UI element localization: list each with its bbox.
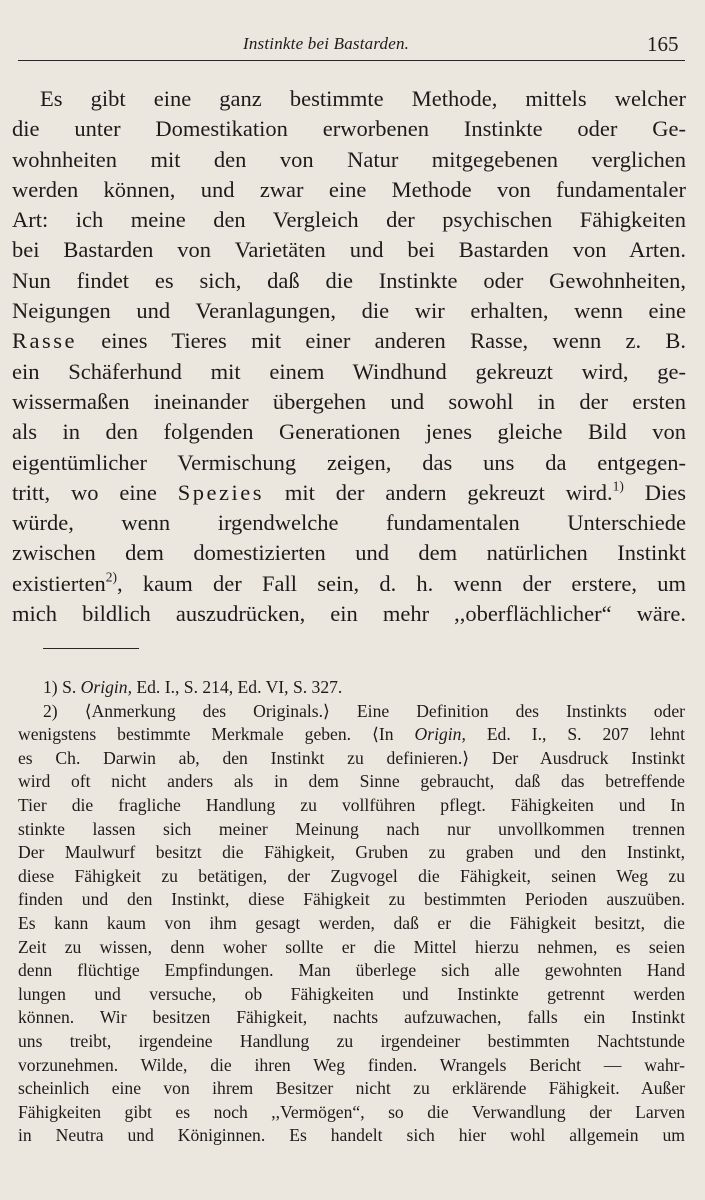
footnote-line: vorzunehmen. Wilde, die ihren Weg finden. Wrangels Bericht — wahr-: [18, 1054, 685, 1075]
body-line-pre: existierten: [12, 570, 106, 596]
body-line: bei Bastarden von Varietäten und bei Bastarden von Arten.: [12, 237, 686, 263]
body-line-pre: tritt, wo eine: [12, 479, 178, 505]
body-line: Art: ich meine den Vergleich der psychischen Fähigkeiten: [12, 207, 686, 233]
body-line-post: mit der andern gekreuzt wird.: [263, 479, 613, 505]
body-line: würde, wenn irgendwelche fundamentalen Unterschiede: [12, 510, 686, 536]
body-line: mich bildlich auszudrücken, ein mehr ,,oberflächlicher“ wäre.: [12, 601, 686, 627]
footnote-2: [18, 700, 685, 724]
running-title: Instinkte bei Bastarden.: [243, 34, 410, 53]
body-line: werden können, und zwar eine Methode von fundamentaler: [12, 176, 686, 202]
footnote-line: Fähigkeiten gibt es noch ,,Vermögen“, so die Verwandlung der Larven: [18, 1101, 685, 1122]
footnote-line: Es kann kaum von ihm gesagt werden, daß er die Fähigkeit besitzt, die: [18, 912, 685, 933]
footnote-line: es Ch. Darwin ab, den Instinkt zu definieren.⟩ Der Ausdruck Instinkt: [18, 747, 685, 768]
footnote-separator: [43, 648, 139, 649]
footnote-line: [18, 723, 685, 747]
footnote-text: Ed. I., S. 214, Ed. VI, S. 327.: [136, 677, 343, 697]
footnote-italic: Origin,: [414, 724, 466, 745]
body-line: [12, 326, 686, 356]
body-line: zwischen dem domestizierten und dem natürlichen Instinkt: [12, 540, 686, 566]
footnote-ref[interactable]: 1): [612, 478, 624, 494]
footnote-1: [18, 676, 685, 700]
footnote-italic: Origin,: [80, 677, 132, 697]
footnote-line: Zeit zu wissen, denn woher sollte er die Mittel hierzu nehmen, es seien: [18, 936, 685, 957]
main-paragraph: [12, 84, 686, 629]
body-line: eigentümlicher Vermischung zeigen, das uns da entgegen-: [12, 449, 686, 475]
body-line: wohnheiten mit den von Natur mitgegebenen verglichen: [12, 146, 686, 172]
body-line: [12, 478, 686, 508]
footnote-text: wenigstens bestimmte Merkmale geben. ⟨In: [18, 724, 394, 745]
footnote-text: S.: [62, 677, 77, 697]
footnote-line: scheinlich eine von ihrem Besitzer nicht zu erklärende Fähigkeit. Außer: [18, 1078, 685, 1099]
footnote-line: diese Fähigkeit zu betätigen, der Zugvogel die Fähigkeit, seinen Weg zu: [18, 865, 685, 886]
body-line-tail: , kaum der Fall sein, d. h. wenn der erstere, um: [116, 570, 686, 596]
body-line: [12, 569, 686, 599]
footnote-line: Der Maulwurf besitzt die Fähigkeit, Gruben zu graben und den Instinkt,: [18, 842, 685, 863]
footnote-ref[interactable]: 2): [105, 569, 117, 585]
body-line-tail: Dies: [623, 479, 686, 505]
running-head: [0, 34, 705, 58]
footnote-line: denn flüchtige Empfindungen. Man überlege sich alle gewohnten Hand: [18, 960, 685, 981]
footnote-line: uns treibt, irgendeine Handlung zu irgendeiner bestimmten Nachtstunde: [18, 1030, 685, 1051]
footnote-line: in Neutra und Königinnen. Es handelt sich hier wohl allgemein um: [18, 1125, 685, 1146]
body-line: ein Schäferhund mit einem Windhund gekreuzt wird, ge-: [12, 358, 686, 384]
footnote-line: wird oft nicht anders als in dem Sinne gebraucht, daß das betreffende: [18, 771, 685, 792]
footnote-marker: 1): [43, 677, 58, 697]
footnote-line: können. Wir besitzen Fähigkeit, nachts aufzuwachen, falls ein Instinkt: [18, 1007, 685, 1028]
body-line: Nun findet es sich, daß die Instinkte oder Gewohnheiten,: [12, 267, 686, 293]
footnote-line: stinkte lassen sich meiner Meinung nach nur unvollkommen trennen: [18, 818, 685, 839]
body-line: Neigungen und Veranlagungen, die wir erhalten, wenn eine: [12, 298, 686, 324]
footnote-line: finden und den Instinkt, diese Fähigkeit zu bestimmten Perioden auszuüben.: [18, 889, 685, 910]
page-number: 165: [647, 32, 679, 56]
body-line: als in den folgenden Generationen jenes gleiche Bild von: [12, 419, 686, 445]
footnote-line: lungen und versuche, ob Fähigkeiten und Instinkte getrennt werden: [18, 983, 685, 1004]
footnote-marker: 2): [43, 700, 58, 721]
footnote-text: Ed. I., S. 207 lehnt: [486, 724, 685, 745]
body-line: die unter Domestikation erworbenen Instinkte oder Ge-: [12, 116, 686, 142]
body-line: Es gibt eine ganz bestimmte Methode, mittels welcher: [40, 86, 686, 111]
footnote-text: ⟨Anmerkung des Originals.⟩ Eine Definition des Instinkts oder: [84, 700, 685, 721]
footnote-line: Tier die fragliche Handlung zu vollführen pflegt. Fähigkeiten und In: [18, 794, 685, 815]
header-rule: [18, 60, 685, 61]
footnotes: [18, 676, 685, 1148]
body-line-rest: eines Tieres mit einer anderen Rasse, wenn z. B.: [77, 328, 686, 354]
spaced-word: Spezies: [177, 479, 264, 505]
spaced-word: Rasse: [12, 328, 77, 354]
body-line: wissermaßen ineinander übergehen und sowohl in der ersten: [12, 388, 686, 414]
